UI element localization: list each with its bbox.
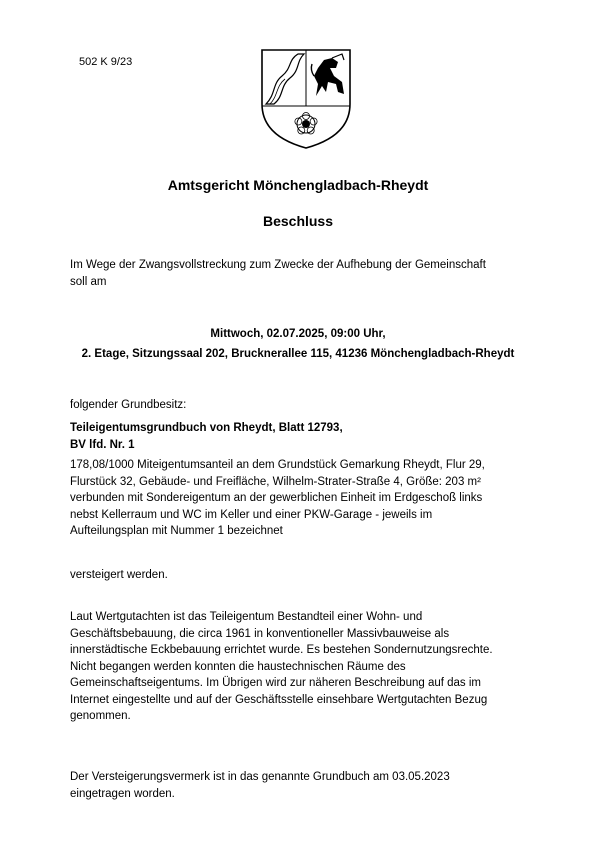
file-number: 502 K 9/23 [79, 56, 133, 68]
coat-of-arms-emblem [258, 46, 354, 150]
register-entry: Teileigentumsgrundbuch von Rheydt, Blatt 12793, [70, 422, 343, 434]
appraisal-line: genommen. [70, 710, 131, 722]
date-line: Mittwoch, 02.07.2025, 09:00 Uhr, [210, 328, 386, 340]
auction-text: versteigert werden. [70, 569, 168, 581]
appraisal-line: Laut Wertgutachten ist das Teileigentum Bestandteil einer Wohn- und [70, 611, 423, 623]
property-label: folgender Grundbesitz: [70, 399, 187, 411]
location-line: 2. Etage, Sitzungssaal 202, Brucknerallee 115, 41236 Mönchengladbach-Rheydt [81, 348, 515, 360]
description-line: 178,08/1000 Miteigentumsanteil an dem Grundstück Gemarkung Rheydt, Flur 29, [70, 459, 485, 471]
appraisal-line: Nicht begangen werden konnten die haustechnischen Räume des [70, 660, 406, 673]
court-name: Amtsgericht Mönchengladbach-Rheydt [167, 177, 429, 193]
description-line: Aufteilungsplan mit Nummer 1 bezeichnet [70, 525, 283, 537]
appraisal-line: innerstädtische Eckbebauung errichtet wurde. Es bestehen Sondernutzungsrechte. [70, 644, 493, 656]
registration-line: Der Versteigerungsvermerk ist in das genannte Grundbuch am 03.05.2023 [70, 771, 450, 783]
intro-line: Im Wege der Zwangsvollstreckung zum Zwecke der Aufhebung der Gemeinschaft [70, 259, 486, 271]
document-title: Beschluss [262, 213, 334, 229]
appraisal-line: Gemeinschaftseigentums. Im Übrigen wird zur näheren Beschreibung auf das im [70, 677, 482, 689]
intro-line: soll am [70, 275, 107, 288]
appraisal-paragraph [70, 609, 493, 725]
bv-entry: BV lfd. Nr. 1 [70, 439, 135, 451]
intro-paragraph [70, 257, 486, 290]
property-description [70, 457, 485, 540]
description-line: verbunden mit Sondereigentum an der gewerblichen Einheit im Erdgeschoß links [70, 492, 483, 504]
description-line: Flurstück 32, Gebäude- und Freifläche, Wilhelm-Strater-Straße 4, Größe: 203 m² [70, 475, 481, 488]
appraisal-line: Internet eingestellte und auf der Geschäftsstelle einsehbare Wertgutachten Bezug [70, 693, 488, 706]
registration-line: eingetragen worden. [70, 787, 175, 800]
description-line: nebst Kellerraum und WC im Keller und einer PKW-Garage - jeweils im [70, 508, 433, 521]
appraisal-line: Geschäftsbebauung, die circa 1961 in konventioneller Massivbauweise als [70, 627, 450, 640]
registration-paragraph [70, 769, 450, 802]
